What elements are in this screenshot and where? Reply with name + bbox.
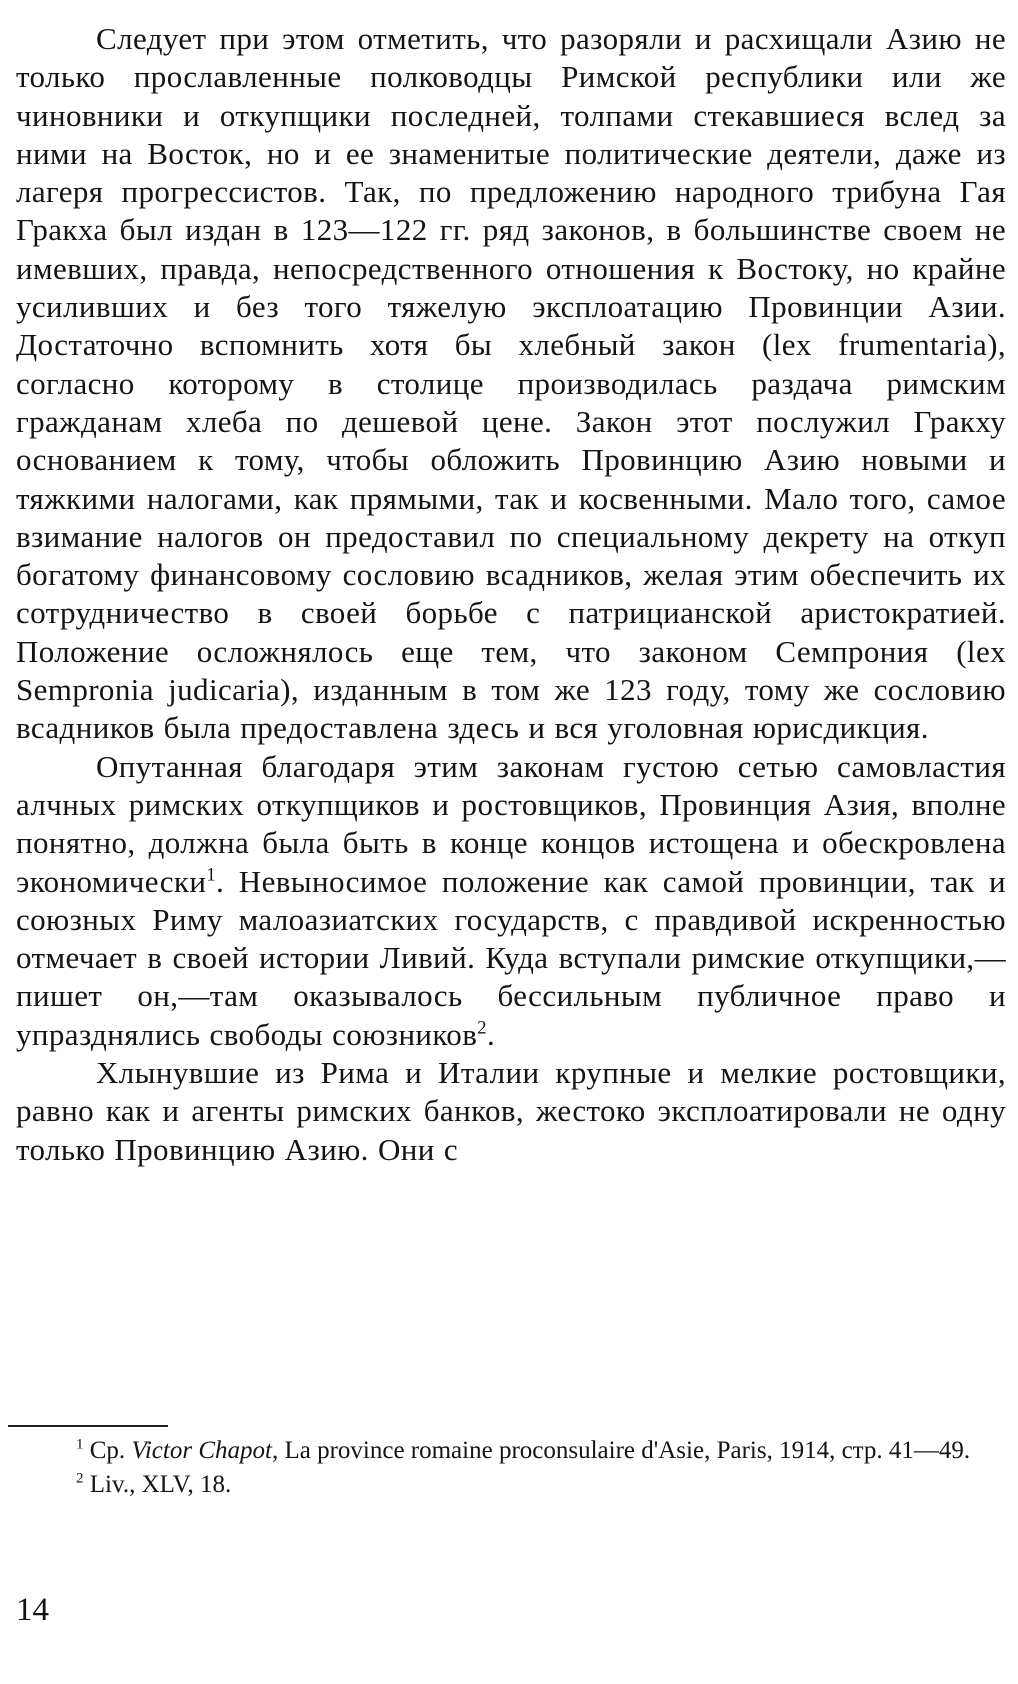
footnote (0, 1434, 990, 1468)
footnote-mark: 1 (76, 1436, 84, 1453)
footnote-ref: 2 (477, 1017, 487, 1039)
footnote-ref: 1 (206, 864, 217, 886)
paragraph: Хлынувшие из Рима и Италии крупные и мелкие ростовщики, равно как и агенты римских банков, жестоко эксплоатировали не одну только Провинцию Азию. Они с (16, 1055, 1006, 1167)
page-number: 14 (16, 1592, 49, 1628)
paragraph (16, 748, 1006, 1054)
sentence-end: . (486, 1016, 496, 1052)
footnote-author: Victor Chapot, (131, 1437, 279, 1464)
footnote-divider (8, 1425, 168, 1427)
book-page (16, 20, 1006, 1169)
paragraph-text: Опутанная благодаря этим законам густою сетью самовластия алчных римских откупщиков и ростовщиков, Провинция Азия, вполне понятно, должна была быть в конце концов истощена и обескровлена экономически (16, 748, 1006, 899)
footnote-text: La province romaine proconsulaire d'Asie, Paris, 1914, стр. 41—49. (284, 1437, 971, 1464)
sentence-end: . (216, 863, 225, 899)
main-text (16, 20, 1006, 1169)
paragraph: Следует при этом отметить, что разоряли и расхищали Азию не только прославленные полководцы Римской республики или же чиновники и откупщики последней, толпами стекавшиеся вслед за ними на Восток, но и ее знаменитые политические деятели, даже из лагеря прогрессистов. Так, по предложению народного трибуна Гая Гракха был издан в 123—122 гг. ряд законов, в большинстве своем не имевших, правда, непосредственного отношения к Востоку, но крайне усиливших и без того тяжелую эксплоатацию Провинции Азии. Достаточно вспомнить хотя бы хлебный закон (lex frumentaria), согласно которому в столице производилась раздача римским гражданам хлеба по дешевой цене. Закон этот послужил Гракху основанием к тому, чтобы обложить Провинцию Азию новыми и тяжкими налогами, как прямыми, так и косвенными. Мало того, самое взимание налогов он предоставил по специальному декрету на откуп богатому финансовому сословию всадников, желая этим обеспечить их сотрудничество в своей борьбе с патрицианской аристократией. Положение осложнялось еще тем, что законом Семпрония (lex Sempronia judicaria), изданным в том же 123 году, тому же сословию всадников была предоставлена здесь и вся уголовная юрисдикция. (16, 21, 1006, 746)
paragraph-text: Невыносимое положение как самой провинции, так и союзных Риму малоазиатских государств, с правдивой искренностью отмечает в своей истории Ливий. Куда вступали римские откупщики,—пишет он,—там оказывалось бессильным публичное право и упразднялись свободы союзников (16, 863, 1006, 1052)
footnote-mark: 2 (76, 1470, 84, 1487)
footnote (0, 1468, 990, 1502)
footnotes (0, 1434, 990, 1502)
footnote-prefix: Ср. (89, 1437, 126, 1464)
footnote-text: Liv., XLV, 18. (89, 1471, 232, 1498)
